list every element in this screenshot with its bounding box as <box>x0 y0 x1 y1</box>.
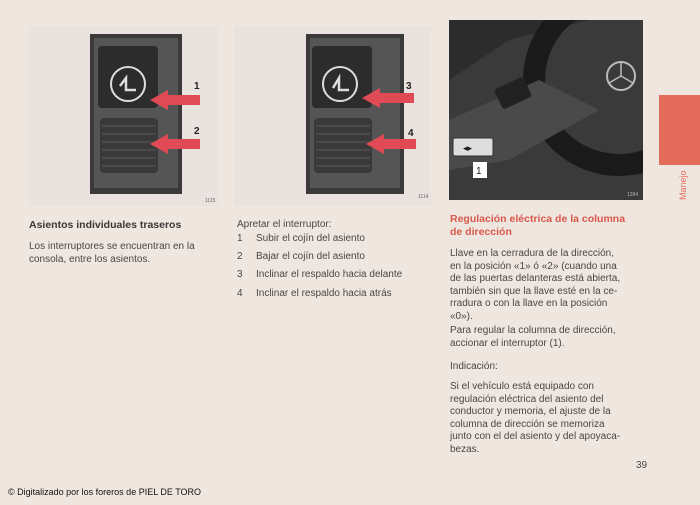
item-number: 2 <box>237 251 243 263</box>
section-tab-label: Manejo <box>678 170 688 200</box>
upper-switch-button <box>312 46 372 108</box>
text-line: de las puertas delanteras está abierta, <box>450 273 621 284</box>
text-line: Llave en la cerradura de la dirección, <box>450 248 614 259</box>
steering-column-heading <box>450 213 655 239</box>
switch-label-1: 1 <box>476 166 482 177</box>
upper-switch-button <box>98 46 158 108</box>
text-line: «0»). <box>450 310 473 322</box>
item-number: 4 <box>237 287 243 299</box>
text-line: Para regular la columna de dirección, <box>450 325 616 336</box>
item-text: Inclinar el respaldo hacia delante <box>256 269 403 281</box>
text-line: regulación eléctrica del asiento del <box>450 393 604 405</box>
heading-line: de dirección <box>450 226 512 238</box>
list-item <box>237 269 437 287</box>
figure-number: 1115 <box>205 198 216 204</box>
figure-seat-switch-2 <box>234 26 431 206</box>
section-tab <box>659 95 700 165</box>
indicacion-label: Indicación: <box>450 361 498 372</box>
arrow-label-1: 1 <box>194 81 200 92</box>
text-line: accionar el interruptor (1). <box>450 337 565 349</box>
switch-list <box>237 233 437 306</box>
item-number: 1 <box>237 233 243 244</box>
list-item <box>237 288 437 306</box>
item-text: Subir el cojín del asiento <box>256 233 365 244</box>
figure-steering-column <box>449 20 643 200</box>
steering-switch <box>453 138 493 156</box>
text-line: bezas. <box>450 443 480 455</box>
steering-para-2 <box>450 325 655 350</box>
text-line: Los interruptores se encuentran en la <box>29 241 195 252</box>
text-line: conductor y memoria, el ajuste de la <box>450 406 611 417</box>
switch-intro: Apretar el interruptor: <box>237 219 332 230</box>
text-line: columna de dirección se memoriza <box>450 418 605 430</box>
footer-credit: © Digitalizado por los foreros de PIEL DE TORO <box>8 487 202 497</box>
rear-seats-heading: Asientos individuales traseros <box>29 219 182 231</box>
arrow-label-2: 2 <box>194 126 200 137</box>
text-line: en la posición «1» ó «2» (cuando una <box>450 260 617 272</box>
text-line: consola, entre los asientos. <box>29 253 151 265</box>
item-number: 3 <box>237 269 243 281</box>
figure-number: 1394 <box>627 192 639 198</box>
page-number: 39 <box>636 460 648 471</box>
text-line: Si el vehículo está equipado con <box>450 381 594 392</box>
rear-seats-text <box>29 241 229 266</box>
text-line: también sin que la llave esté en la ce- <box>450 285 618 297</box>
arrow-label-3: 3 <box>406 81 412 92</box>
item-text: Inclinar el respaldo hacia atrás <box>256 287 392 299</box>
text-line: junto con el del asiento y del apoyaca- <box>450 431 621 442</box>
steering-para-3 <box>450 381 655 456</box>
heading-line: Regulación eléctrica de la columna <box>450 213 626 225</box>
item-text: Bajar el cojín del asiento <box>256 251 365 263</box>
arrow-label-4: 4 <box>408 128 414 139</box>
steering-para-1 <box>450 248 655 323</box>
text-line: rradura o con la llave en la posición <box>450 298 608 309</box>
figure-number: 1114 <box>418 194 429 200</box>
figure-seat-switch-1 <box>28 26 219 206</box>
list-item <box>237 251 437 269</box>
svg-text:◂▸: ◂▸ <box>463 144 473 154</box>
list-item <box>237 233 437 251</box>
